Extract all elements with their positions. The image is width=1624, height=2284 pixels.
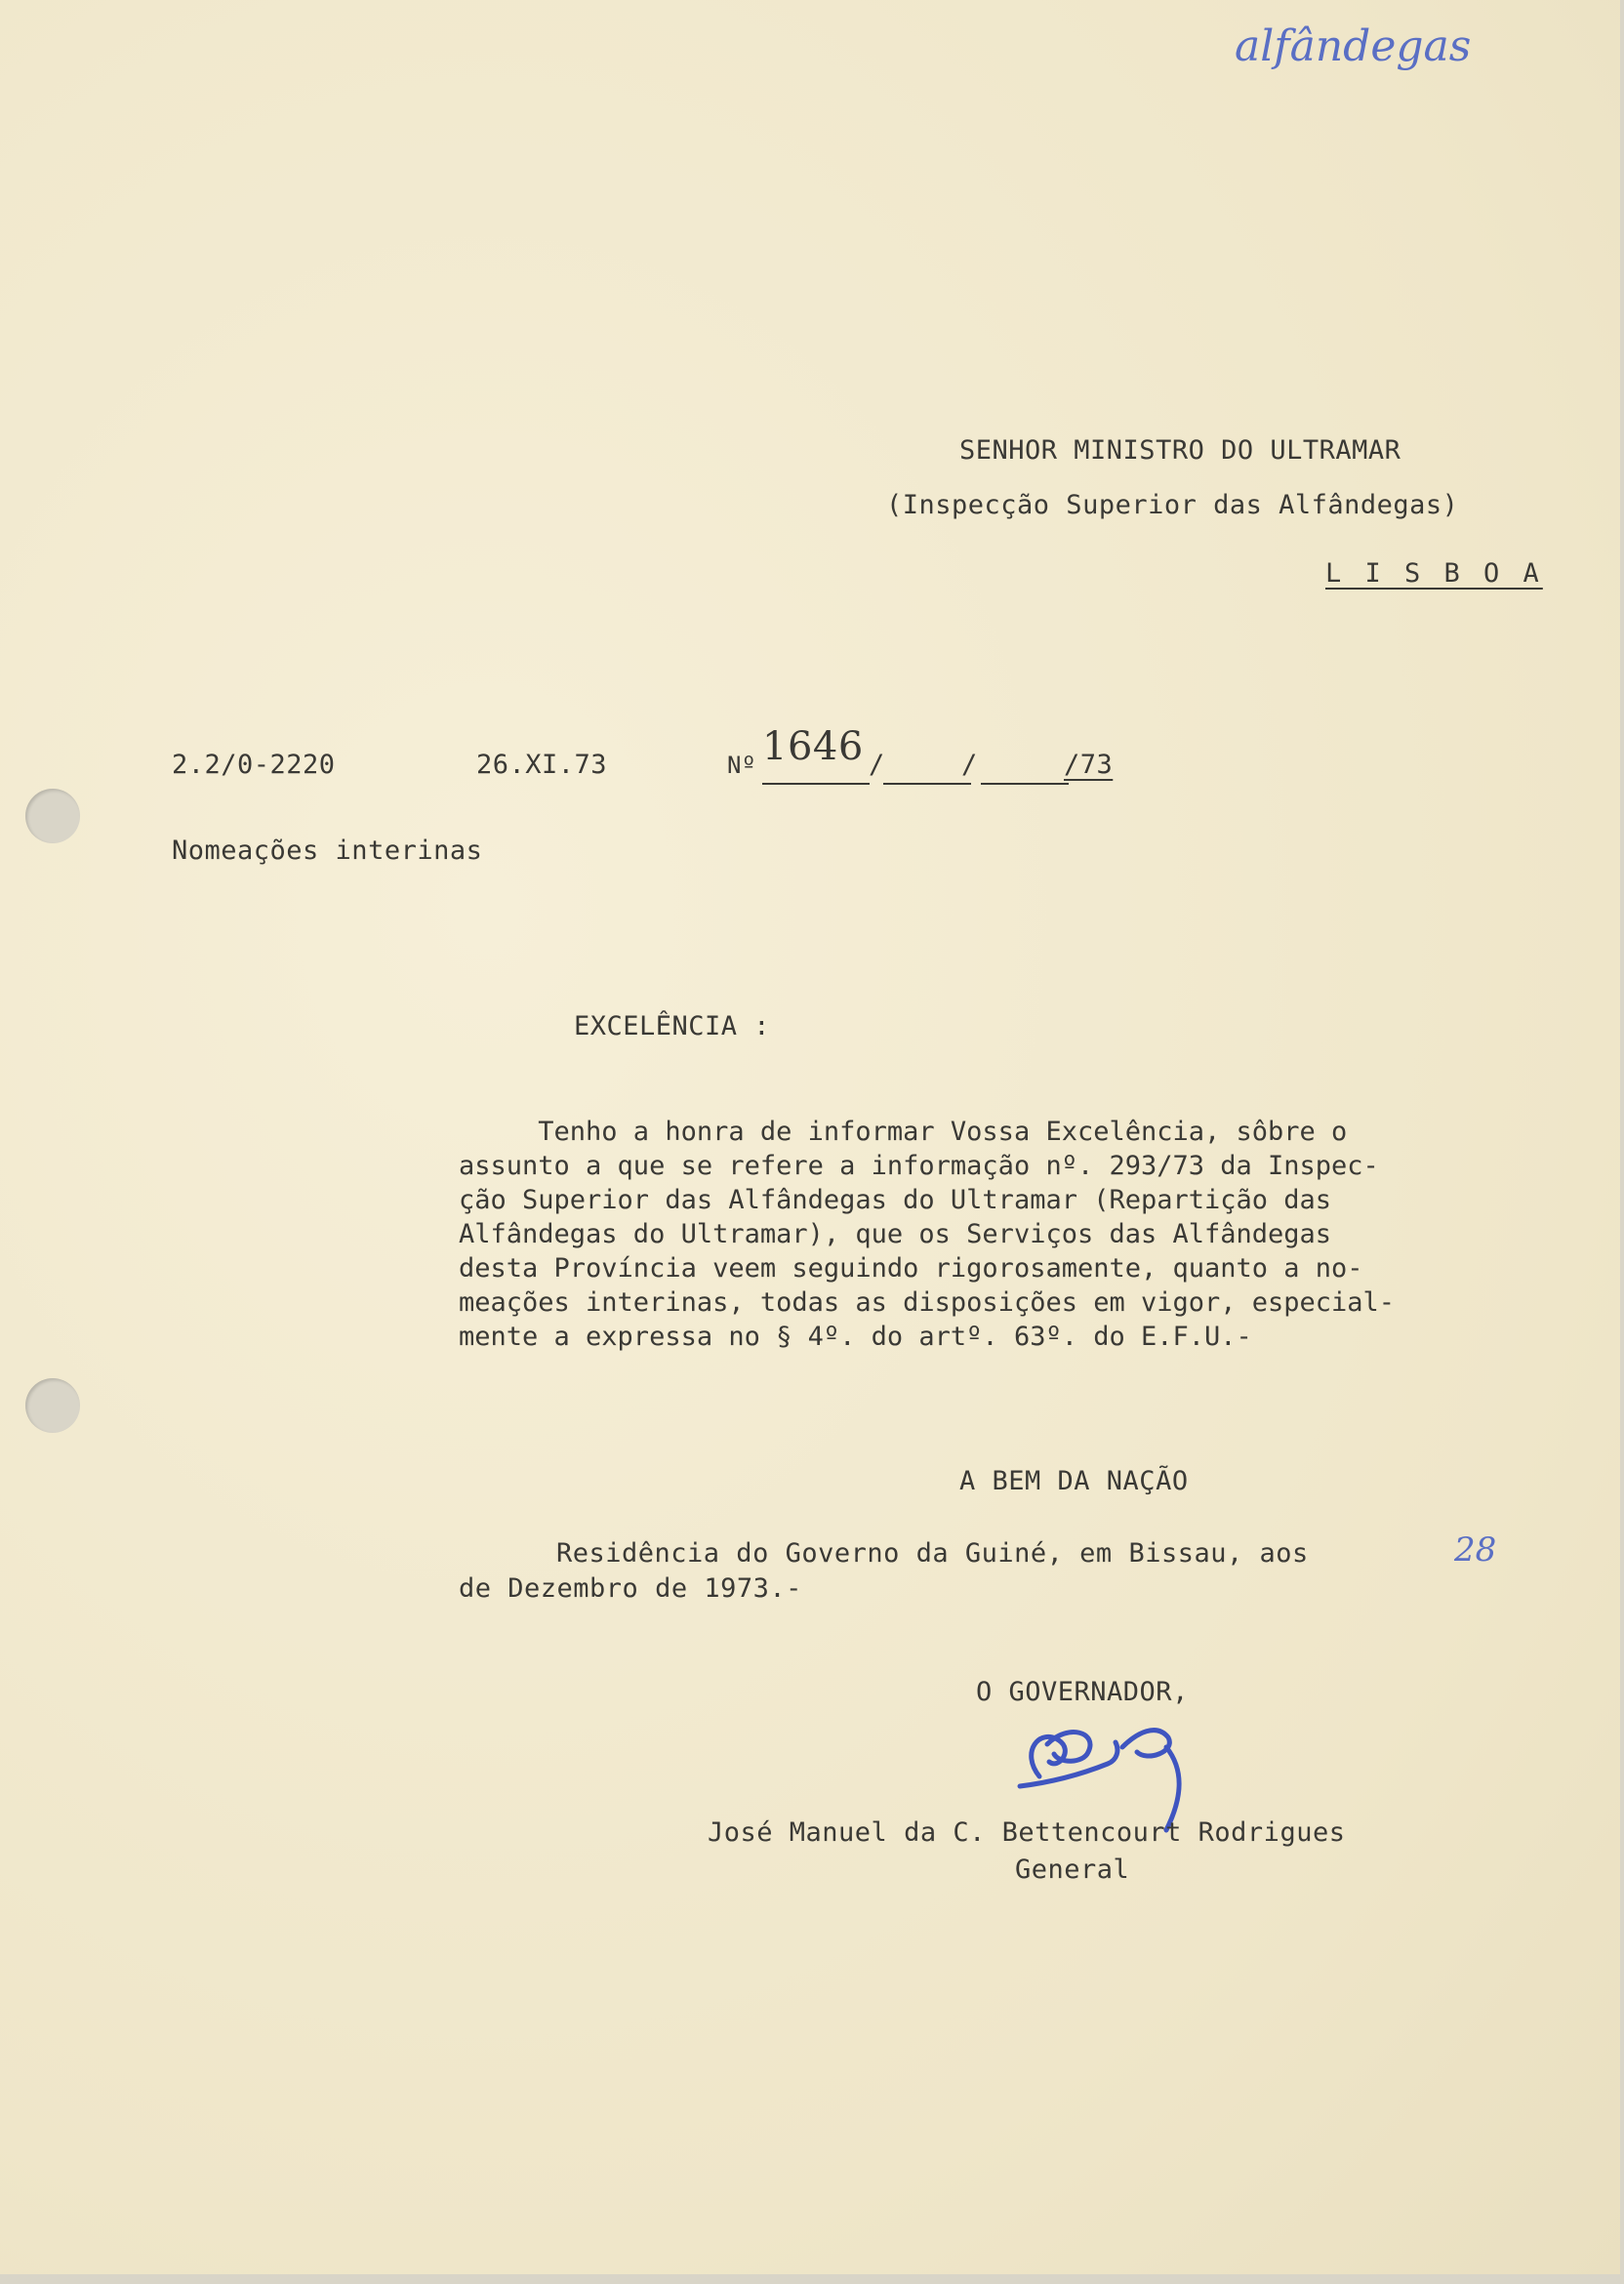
signer-title: O GOVERNADOR, (976, 1677, 1189, 1707)
handwritten-day: 28 (1454, 1530, 1497, 1570)
body-line: Tenho a honra de informar Vossa Excelência, sôbre o (459, 1117, 1348, 1147)
closing-formula: A BEM DA NAÇÃO (959, 1466, 1189, 1496)
addressee-line2: (Inspecção Superior das Alfândegas) (886, 490, 1459, 520)
reference-number: 1646 (762, 724, 864, 769)
signer-name: José Manuel da C. Bettencourt Rodrigues (708, 1817, 1346, 1848)
salutation: EXCELÊNCIA : (574, 1011, 771, 1041)
addressee-city: L I S B O A (1325, 558, 1543, 589)
blank-line-1 (883, 783, 971, 785)
punch-hole-bottom (25, 1378, 80, 1433)
punch-hole-top (25, 789, 80, 843)
number-underline (762, 783, 870, 785)
blank-line-2 (981, 783, 1069, 785)
reference-number-prefix: Nº (727, 752, 756, 779)
body-line: Alfândegas do Ultramar), que os Serviços das Alfândegas (459, 1219, 1332, 1249)
reference-sep1: / (869, 750, 885, 780)
reference-date: 26.XI.73 (476, 750, 608, 780)
body-line: meações interinas, todas as disposições em vigor, especial- (459, 1287, 1396, 1318)
body-line: mente a expressa no § 4º. do artº. 63º. do E.F.U.- (459, 1322, 1252, 1352)
reference-sep2: / (961, 750, 978, 780)
signer-rank: General (1015, 1855, 1130, 1885)
body-paragraph (459, 1115, 1601, 1354)
body-line: assunto a que se refere a informação nº. 293/73 da Inspec- (459, 1151, 1379, 1181)
handwritten-annotation: alfândegas (1235, 21, 1472, 71)
residence-line2: de Dezembro de 1973.- (459, 1573, 802, 1604)
body-line: desta Província veem seguindo rigorosamente, quanto a no- (459, 1253, 1363, 1284)
reference-year: /73 (1064, 750, 1114, 780)
subject: Nomeações interinas (172, 836, 483, 866)
residence-line1: Residência do Governo da Guiné, em Bissau, aos (556, 1538, 1309, 1569)
body-line: ção Superior das Alfândegas do Ultramar (Repartição das (459, 1185, 1332, 1215)
reference-code: 2.2/0-2220 (172, 750, 336, 780)
addressee-line1: SENHOR MINISTRO DO ULTRAMAR (959, 435, 1401, 466)
